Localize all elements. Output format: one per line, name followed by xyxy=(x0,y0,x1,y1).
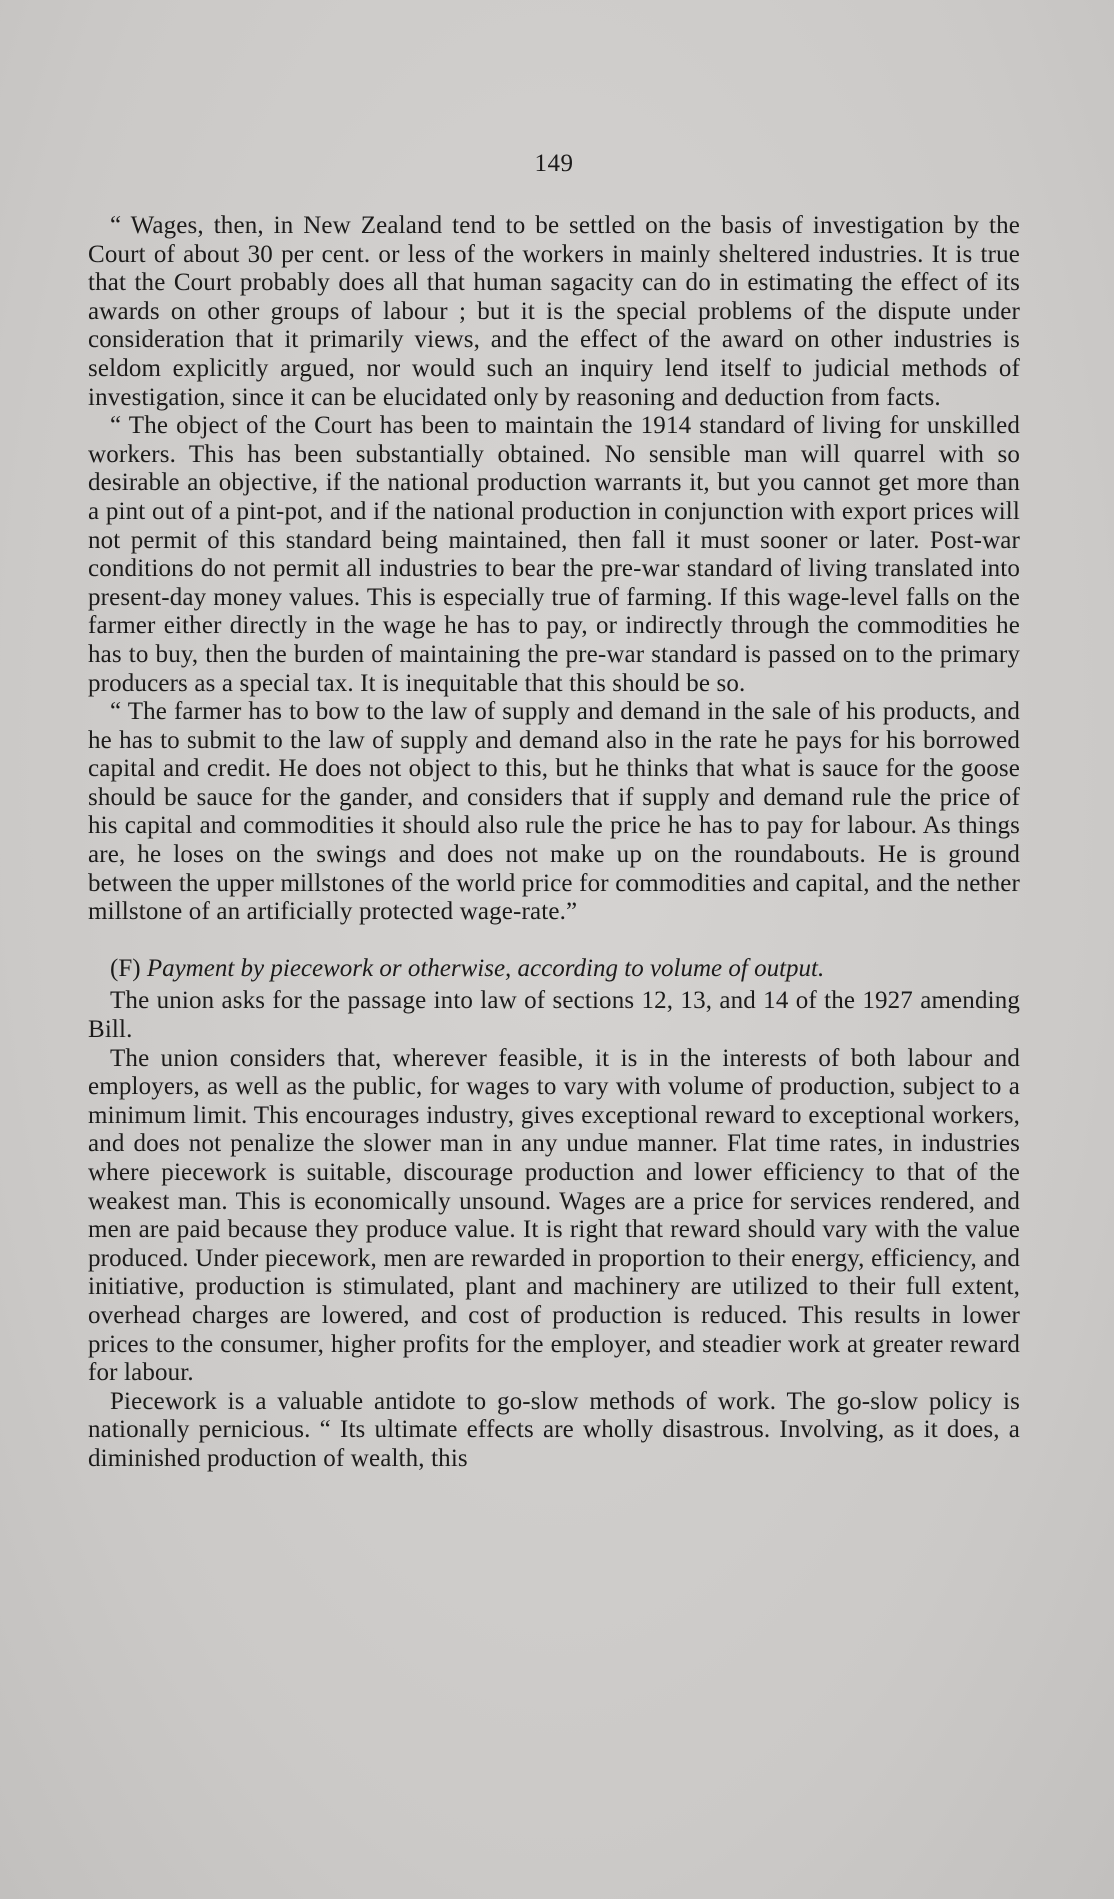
paragraph-section-1: The union asks for the passage into law of sections 12, 13, and 14 of the 1927 amending Bill. xyxy=(88,987,1020,1044)
paragraph-section-2: The union considers that, wherever feasible, it is in the interests of both labour and employers, as well as the public, for wages to vary with volume of production, subject to a minimum limit. This encourages industry, gives exceptional reward to exceptional workers, and does not penalize the slower man in any undue manner. Flat time rates, in industries where piecework is suitable, discourage production and lower efficiency to that of the weakest man. This is economically unsound. Wages are a price for services rendered, and men are paid because they produce value. It is right that reward should vary with the value produced. Under piecework, men are rewarded in proportion to their energy, efficiency, and initiative, production is stimulated, plant and machinery are utilized to their full extent, overhead charges are lowered, and cost of production is reduced. This results in lower prices to the consumer, higher profits for the employer, and steadier work at greater reward for labour. xyxy=(88,1044,1020,1387)
section-title: Payment by piecework or otherwise, according to volume of output. xyxy=(146,954,825,982)
paragraph-quote-1: “ Wages, then, in New Zealand tend to be settled on the basis of investigation by the Court of about 30 per cent. or less of the workers in mainly sheltered industries. It is true that the Court probably does all that human sagacity can do in estimating the effect of its awards on other groups of labour ; but it is the special problems of the dispute under consideration that it primarily views, and the effect of the award on other industries is seldom explicitly argued, nor would such an inquiry lend itself to judicial methods of investigation, since it can be elucidated only by reasoning and deduction from facts. xyxy=(88,212,1020,411)
page-number: 149 xyxy=(534,150,574,177)
paragraph-section-3: Piecework is a valuable antidote to go-slow methods of work. The go-slow policy is nationally pernicious. “ Its ultimate effects are wholly disastrous. Involving, as it does, a diminished production of wealth, this xyxy=(88,1387,1020,1472)
section-heading xyxy=(88,955,1020,984)
paragraph-quote-2: “ The object of the Court has been to maintain the 1914 standard of living for unskilled workers. This has been substantially obtained. No sensible man will quarrel with so desirable an objective, if the national production warrants it, but you cannot get more than a pint out of a pint-pot, and if the national production in conjunction with export prices will not permit of this standard being maintained, then fall it must sooner or later. Post-war conditions do not permit all industries to bear the pre-war standard of living translated into present-day money values. This is especially true of farming. If this wage-level falls on the farmer either directly in the wage he has to pay, or indirectly through the commodities he has to buy, then the burden of maintaining the pre-war standard is passed on to the primary producers as a special tax. It is inequitable that this should be so. xyxy=(88,412,1020,697)
section-label: (F) xyxy=(110,954,141,982)
paragraph-quote-3: “ The farmer has to bow to the law of supply and demand in the sale of his products, and he has to submit to the law of supply and demand also in the rate he pays for his borrowed capital and credit. He does not object to this, but he thinks that what is sauce for the goose should be sauce for the gander, and considers that if supply and demand rule the price of his capital and commodities it should also rule the price he has to pay for labour. As things are, he loses on the swings and does not make up on the roundabouts. He is ground between the upper millstones of the world price for commodities and capital, and the nether millstone of an artificially protected wage-rate.” xyxy=(88,698,1020,926)
